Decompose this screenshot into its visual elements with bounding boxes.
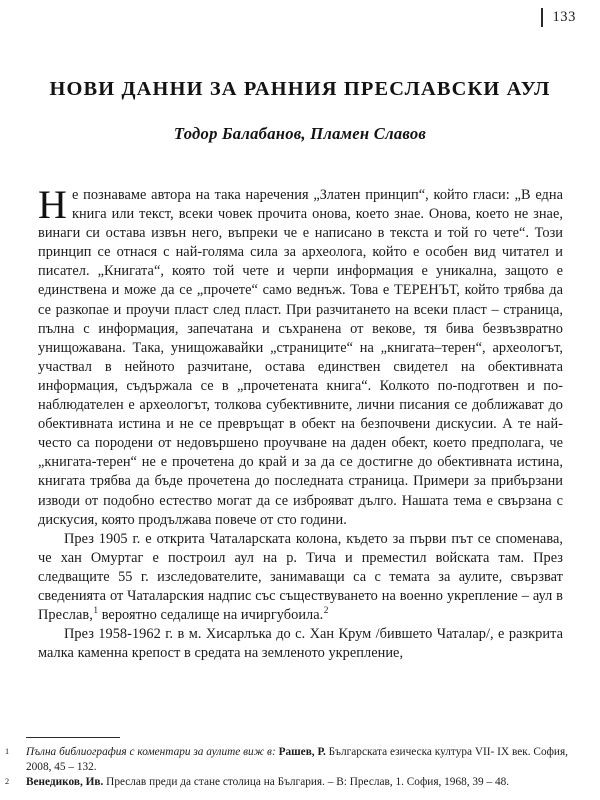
footnote-marker: 2 <box>5 776 10 786</box>
vertical-rule-icon <box>541 8 543 27</box>
footnote-author-name: Венедиков, Ив. <box>26 775 104 788</box>
footnote-ref-1[interactable]: 1 <box>93 606 99 617</box>
paragraph-3: През 1958-1962 г. в м. Хисарлъка до с. Хан Крум /бившето Чаталар/, е разкрита малка каменна крепост в средата на земленото укрепление, <box>38 626 563 662</box>
body-text-column <box>38 182 563 663</box>
paragraph-2 <box>38 530 563 625</box>
footnote-item <box>5 775 568 790</box>
paragraph-1 <box>38 182 563 530</box>
page-folio <box>541 6 576 28</box>
footnote-rest: Преслав преди да стане столица на България. – В: Преслав, 1. София, 1968, 39 – 48. <box>103 775 510 788</box>
paragraph-1-text: е познаваме автора на така наречения „Златен принцип“, който гласи: „В една книга или текст, всеки човек прочита онова, което знае. Онова, което не знае, винаги си остава извън него, въпреки че е написано в текста и той го чете“. Този принцип се отнася с най-голяма сила за археолога, който е особен вид читател и писател. „Книгата“, която той чете и черпи информация е уникална, защото е единствена и може да се „прочете“ само веднъж. Това е ТЕРЕНЪТ, който трябва да се разкопае и проучи пласт след пласт. При разчитането на всеки пласт – страница, пълна с информация, запечатана и съхранена от векове, тя бива безвъзвратно унищожавана. Така, унищожавайки „страниците“ на „книгата–терен“, археологът, участвал в нейното разчитане, остава единствен свидетел на обективната информация, съдържала се в „прочетената книга“. Колкото по-подготвен и по-наблюдателен е археологът, толкова субективните, лични писания се доближават до обективната истина и не се превръщат в обект на безпочвени дискусии. А те най-често са породени от недовършено проучване на даден обект, което предполага, че „книгата-терен“ не е прочетена до край и за да се достигне до обективната истина, книгата трябва да бъде прочетена до последната страница. Примери за прибързани изводи от подобно естество могат да се изброяват дълго. Нашата тема е свързана с дискусия, която продължава повече от сто години. <box>38 187 563 528</box>
footnote-ref-2[interactable]: 2 <box>323 606 329 617</box>
footnote-separator-rule <box>26 737 120 738</box>
paragraph-2-text-b: вероятно седалище на ичиргубоила. <box>98 607 324 624</box>
footnote-text <box>26 745 568 774</box>
footnote-item <box>5 745 568 774</box>
footnote-author-name: Рашев, Р. <box>275 746 326 759</box>
title-block <box>34 78 566 144</box>
footnote-rest: Българската езическа култура VII- IX век. София, 2008, 45 – 132. <box>26 746 568 773</box>
footnote-marker: 1 <box>5 747 10 757</box>
footnote-text <box>26 775 568 790</box>
authors-byline: Тодор Балабанов, Пламен Славов <box>173 124 427 144</box>
footnote-italic-part: Пълна библиография с коментари за аулите виж в: <box>26 746 276 759</box>
page-number: 133 <box>552 8 576 25</box>
footnote-section <box>5 737 568 789</box>
paragraph-2-text-a: През 1905 г. е открита Чаталарската колона, където за първи път се споменава, че хан Омуртаг е построил аул на р. Тича и преместил войската там. През следващите 55 г. изследователите, занимаващи са с темата за аулите, свързват сведенията от Чаталарския надпис със съществуването на военно укрепление – аул в Преслав, <box>38 530 563 624</box>
drop-cap: Н <box>38 182 67 227</box>
page-title: НОВИ ДАННИ ЗА РАННИЯ ПРЕСЛАВСКИ АУЛ <box>49 78 551 100</box>
